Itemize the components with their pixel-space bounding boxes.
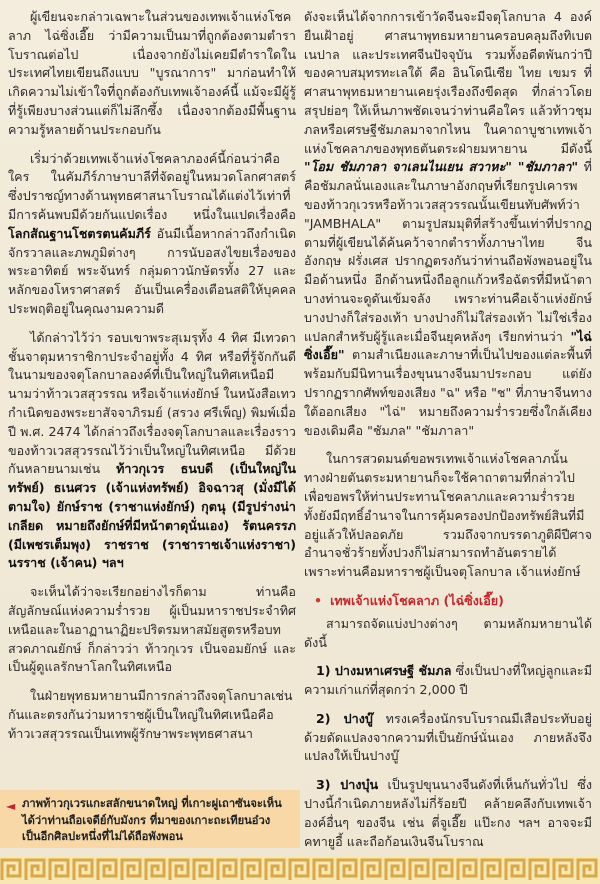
list-item [304,710,592,766]
caption-arrow-icon: ◄ [6,799,16,813]
decorative-border [0,856,600,884]
list-item-body: ซึ่งเป็นปางที่ใหญ่ลูกและมีความเก่าแก่ที่สุดกว่า 2,000 ปี [304,663,592,698]
paragraph-text: ดังจะเห็นได้จากการเข้าวัดจีนจะมีจตุโลกบาล 4 องค์ยืนเฝ้าอยู่ ศาสนาพุทธมหายานครอบคลุมถึงทิเบต เนปาล และประเทศจีนปัจจุบัน รวมทั้งอดีตพันกว่าปีของคาบสมุทรทะเลใต้ คือ อินโดนีเซีย ไทย เขมร ที่ศาสนาพุทธมหายานเคยรุ่งเรืองถึงขีดสุด ที่กล่าวโดยสรุปย่อๆ ให้เห็นภาพชัดเจนว่าท่านคือใคร แล้วท้าวชุมภลหรือเศรษฐีชัมภลมาจากไหน ในคาถาบูชาเทพเจ้าแห่งโชคลาภของพุทธตันตระฝ่ายมหายาน มีดังนี้ [304,9,592,156]
paragraph [8,329,296,573]
paragraph-text: ได้กล่าวไว้ว่า รอบเขาพระสุเมรุทั้ง 4 ทิศ มีเทวดาชั้นจาตุมหาราชิกาประจำอยู่ทั้ง 4 ทิศ หรือที่รู้จักกันดีในนามของจตุโลกบาลองค์ที่เป็นใหญ่ในทิศเหนือมีนามว่าท้าวเวสสุวรรณ หรือเจ้าแห่งยักษ์ ในหนังสือเทวกำเนิดของพระยาสัจจาภิรมย์ (สรวง ศรีเพ็ญ) พิมพ์เมื่อปี พ.ศ. 2474 ได้กล่าวถึงเรื่องจตุโลกบาลและเรื่องราวของท้าวเวสสุวรรณไว้ว่าเป็นใหญ่ในทิศเหนือ มีด้วยกันหลายนามเช่น [8,329,296,477]
paragraph [8,150,296,319]
paragraph: สามารถจัดแบ่งปางต่างๆ ตามหลักมหายานได้ดังนี้ [304,615,592,650]
right-column [304,8,592,861]
greek-key-pattern-icon [0,856,600,884]
caption-text: ภาพท้าวกุเวรแกะสลักขนาดใหญ่ ที่เกาะผู่เถาซันจะเห็นได้ว่าท่านถือเจดีย์กับมังกร ที่มาของเกาะถะเทียนอ๋วง เป็นอีกศิลปะหนึ่งที่ไม่ได้ถือพังพอน [22,797,282,843]
image-caption [0,790,300,848]
paragraph: ในฝ่ายพุทธมหายานมีการกล่าวถึงจตุโลกบาลเช่นกันและตรงกันว่ามหาราชผู้เป็นใหญ่ในทิศเหนือคือท้าวเวสสุวรรณเป็นเทพผู้รักษาพระพุทธศาสนา [8,688,293,741]
list-item [304,776,592,851]
section-heading [304,592,592,611]
bullet-icon: • [314,592,323,608]
list-item-body: ทรงเครื่องนักรบโบราณมีเสือประทับอยู่ด้วยดัดแปลงจากความที่เป็นยักษ์นั่นเอง ภายหลังจึงแปลงให้เป็นปางบู๊ [304,710,592,764]
paragraph-text: ที่คือชัมภลนั่นเองและในภาษาอังกฤษที่เรียกรูปเคารพของท้าวกุเวรหรือท้าวเวสสุวรรณนั้นเขียนทับศัพท์ว่า "JAMBHALA" ตามรูปสมมุติที่สร้างขึ้นเท่าที่ปรากฏตามที่ผู้เขียนได้ค้นคว้าจากตำราทั้งภาษาไทย จีน อังกฤษ ฝรั่งเศส ปรากฏตรงกันว่าท่านถือพังพอนอยู่ในมือด้านหนึ่ง อีกด้านหนึ่งถือลูกแก้วหรือฉัตรที่มีหน้าตาบางท่านจะดูดันเข้มจลัง เพราะท่านคือเจ้าแห่งยักษ์ บางปางก็ใส่รองเท้า บางปางก็ไม่ใส่รองเท้า ไม่ใช่เรื่องแปลกสำหรับผู้รู้และเมื่อจีนยุคหลังๆ เรียกท่านว่า [304,159,592,344]
list-item-head: 1) ปางมหาเศรษฐี ชัมภล [316,663,452,679]
paragraph: ผู้เขียนจะกล่าวเฉพาะในส่วนของเทพเจ้าแห่งโชคลาภ ไฉ่ซิ่งเอี๊ย ว่ามีความเป็นมาที่ถูกต้องตามตำราโบราณต่อไป เนื่องจากยังไม่เคยมีตำราใดในประเทศไทยเขียนถึงแบบ "บูรณาการ" มาก่อนทำให้เกิดความไม่เข้าใจที่ถูกต้องกับเทพเจ้าองค์นี้ แม้จะมีผู้รู้ที่รู้เพียงบางส่วนแต่ก็ไม่ลึกซึ้ง เนื่องจากต้องมีพื้นฐานความรู้หลายด้านประกอบกัน [8,9,296,137]
paragraph: ในการสวดมนต์ขอพรเทพเจ้าแห่งโชคลาภนั้น ทางฝ่ายตันตระมหายานก็จะใช้คาถาตามที่กล่าวไป เพื่อขอพรให้ท่านประทานโชคลาภและความร่ำรวย ทั้งยังมีฤทธิ์อำนาจในการคุ้มครองปกป้องทรัพย์สินที่มีอยู่แล้วให้ปลอดภัย รวมถึงจากบรรดาภูติผีปีศาจ อำนาจชั่วร้ายทั้งปวงก็ไม่สามารถทำอันตรายได้ เพราะท่านคือมหาราชผู้เป็นจตุโลกบาล เจ้าแห่งยักษ์ [304,451,592,580]
paragraph-text: อันมีเนื้อหากล่าวถึงกำเนิดจักรวาลและภพภูมิต่างๆ การนับอสงไขยเรื่องของพระอาทิตย์ พระจันทร์ กลุ่มดาวนักษัตรทั้ง 27 และหลักของโหราศาสตร์ อันเป็นเครื่องเตือนสติให้บุคคลประพฤติอยู่ในคุณงามความดี [8,225,296,316]
mantra: "โอม ชัมภาลา จาเลนไนเยน สวาหะ" "ชัมภาลา" [304,159,579,175]
list-item [304,662,592,700]
left-column [8,8,296,753]
list-item-head: 3) ปางบุ๋น [316,777,379,793]
list-item-body: เป็นรูปขุนนางจีนดังที่เห็นกันทั่วไป ซึ่งปางนี้กำเนิดภายหลังไม่กี่ร้อยปี คล้ายคลึงกับเทพเจ้าองค์อื่นๆ ของจีน เช่น ตี่จูเอี๊ย แป๊ะกง ฯลฯ อาจจะมีคทายูอี้ และถือก้อนเงินจีนโบราณ [304,777,592,849]
paragraph-text: เริ่มว่าด้วยเทพเจ้าแห่งโชคลาภองค์นี้ก่อนว่าคือใคร ในคัมภีร์ภาษาบาลีที่จัดอยู่ในหมวดโลกศาสตร์ ซึ่งปราชญ์ทางด้านพุทธศาสนาโบราณได้แต่งไว้เท่าที่มีการค้นพบมีด้วยกันแปดเรื่อง หนึ่งในแปดเรื่องคือ [8,150,296,222]
list-item-head: 2) ปางบู๊ [316,710,373,726]
deity-name: "ไฉ่ซิ่งเอี๊ย" [304,328,592,363]
deity-names: ท้าวกุเวร ธนบดี (เป็นใหญ่ในทรัพย์) ธเนศวร (เจ้าแห่งทรัพย์) อิจฉาวสุ (มั่งมีได้ตามใจ) ยักษ์ราช (ราชาแห่งยักษ์) กุตนุ (มีรูปร่างน่าเกลียด หมายถึงยักษ์ที่มีหน้าตาดุนั่นเอง) รัตนครรภ (มีเพชรเต็มพุง) ราชราช (ราชาราชเจ้าแห่งราชา) นรราช (เจ้าคน) ฯลฯ [8,461,296,571]
paragraph [304,8,592,440]
paragraph: จะเห็นได้ว่าจะเรียกอย่างไรก็ตาม ท่านคือสัญลักษณ์แห่งความร่ำรวย ผู้เป็นมหาราชประจำทิศเหนือและในอาฏานาฏิยะปริตรมหาสมัยสูตรหรือบทสวดภาณยักษ์ ก็กล่าวว่า ท้าวกุเวร เป็นจอมยักษ์ และเป็นผู้ดูแลรักษาโลกในทิศเหนือ [8,584,296,675]
section-heading-text: เทพเจ้าแห่งโชคลาภ (ไฉ่ซิ่งเอี๊ย) [330,592,504,608]
book-title: โลกสัณฐานโชตรตนคัมภีร์ [8,225,151,241]
paragraph-text: ตามสำเนียงและภาษาที่เป็นไปของแต่ละพื้นที่ พร้อมกับมีนิทานเรื่องขุนนางจีนมาประกอบ แต่ยังปรากฏรากศัพท์ของเสียง "ฉ" หรือ "ช" ที่ภาษาจีนทางใต้ออกเสียง "ไฉ่" หมายถึงความร่ำรวยซึ่งใกล้เคียงของเดิมคือ "ชัมภล" "ชัมภาลา" [304,347,592,438]
